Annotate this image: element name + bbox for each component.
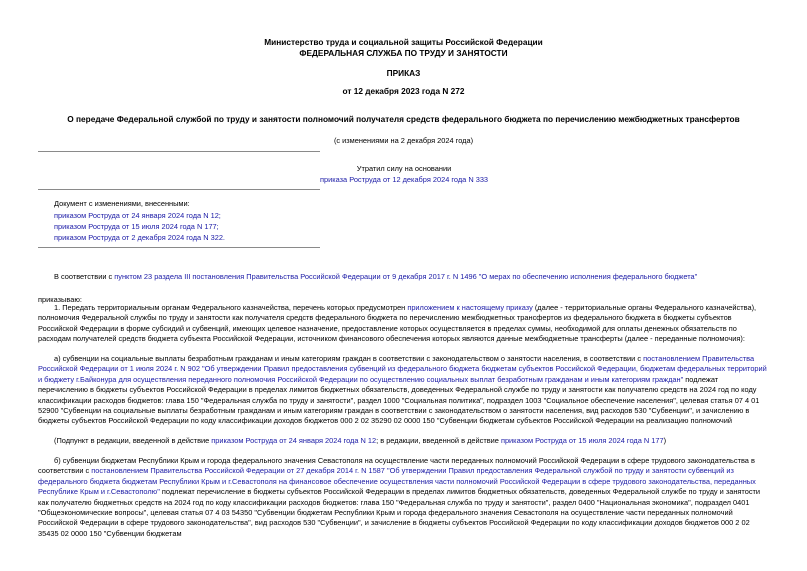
inline-text: бюджеты субъектов Российской Федерации по коду классификации доходов бюджетов 000 2 02 35290 02 0000 150 "Субвенции бюджетам субъектов Российской Федерации на реализацию полномочий [38, 416, 733, 426]
doc-date-number: от 12 декабря 2023 года N 272 [342, 86, 465, 96]
text-row [38, 396, 769, 406]
paragraph-1 [38, 303, 769, 345]
inline-text: как получателю бюджетных средств на 2024 год по коду классификации расходов бюджетов: глава 150 "Федеральная служба по труду и занятости", раздел 0400 "Национальная экономика", подраздел 0401 [38, 497, 750, 507]
inline-link[interactable]: постановлением Правительства [643, 354, 755, 363]
text-row [38, 466, 769, 476]
text-row [38, 508, 769, 518]
text-row [38, 416, 769, 426]
order-word: приказываю: [38, 295, 82, 304]
inline-text: 1. Передать территориальным органам Федерального казначейства, перечень которых предусмотрен [54, 303, 408, 312]
amendment-link[interactable]: приказом Роструда от 24 января 2024 года N 12; [54, 211, 221, 220]
inline-link[interactable]: приложением к настоящему приказу [407, 303, 533, 312]
paragraph-a-note [54, 436, 666, 446]
text-row [38, 313, 769, 323]
inline-link[interactable]: федерального бюджета бюджетам Республики Крым и г.Севастополя на финансовое обеспечение осуществления части полномочий Российской Федерации в сфере трудового законодательства, переданных [38, 476, 756, 486]
amendment-link[interactable]: приказом Роструда от 15 июля 2024 года N 177; [54, 222, 219, 231]
inline-text: перечислению в бюджеты субъектов Российской Федерации в пределах лимитов бюджетных обязательств, доведенных Федеральной службе по труду и занятости как получателю средств на 2024 год по коду [38, 385, 757, 395]
inline-text: Российской Федерации в сфере трудового законодательства", вид расходов 530 "Субвенции", и зачисление в бюджеты субъектов Российской Федерации по коду классификации доходов бюджетов 000 2 02 [38, 518, 750, 528]
preamble-pre: В соответствии с [54, 272, 115, 281]
separator-mid [38, 189, 320, 190]
text-row [38, 364, 769, 374]
inline-text: подлежат перечисление в бюджеты субъектов Российской Федерации в пределах лимитов бюджетных обязательств, доведенных Федеральной службе по труду и занятости [159, 487, 761, 497]
doc-title: О передаче Федеральной службой по труду и занятости полномочий получателя средств федерального бюджета по перечислению межбюджетных трансфертов [67, 114, 740, 124]
lost-force-link[interactable]: приказа Роструда от 12 декабря 2024 года N 333 [320, 175, 489, 184]
amendments-intro: Документ с изменениями, внесенными: [54, 199, 190, 208]
text-row [38, 456, 769, 466]
separator-top [38, 151, 320, 152]
inline-text: подлежат [683, 374, 719, 384]
note-link-2[interactable]: приказом Роструда от 15 июля 2024 года N 177 [500, 436, 664, 445]
inline-text: расходам получателей средств бюджета субъекта Российской Федерации, источником финансового обеспечения которых являются данные межбюджетные трансферты (далее - переданные полномочия): [38, 334, 745, 344]
inline-text: 35435 02 0000 150 "Субвенции бюджетам [38, 528, 182, 538]
preamble [54, 272, 697, 282]
inline-text: 52900 "Субвенции на социальные выплаты безработным гражданам и иным категориям граждан в соответствии с законодательством о занятости населения, вид расходов 530 "Субвенции", и зачислению в [38, 406, 750, 416]
doc-type: ПРИКАЗ [386, 68, 421, 78]
ministry-name: Министерство труда и социальной защиты Российской Федерации [264, 37, 543, 47]
note-pre: (Подпункт в редакции, введенной в действие [54, 436, 212, 445]
text-row [38, 385, 769, 395]
inline-text: Российской Федерации в форме субсидий и субвенций, имеющих целевое назначение, предоставление которых осуществляется в пределах суммы, необходимой для оплаты денежных обязательств по [38, 323, 737, 333]
text-row [38, 324, 769, 334]
inline-text: б) субвенции бюджетам Республики Крым и города федерального значения Севастополя на осуществление части переданных полномочий Российской Федерации в сфере трудового законодательства в [54, 456, 755, 465]
text-row [38, 487, 769, 497]
inline-text: (далее - территориальные органы Федерального казначейства), [532, 303, 757, 312]
inline-link[interactable]: и бюджету г.Байконура для осуществления переданного полномочия Российской Федерации по осуществлению социальных выплат безработным гражданам и иным категориям граждан" [38, 374, 684, 384]
inline-link[interactable]: Республике Крым и г.Севастополю" [38, 487, 160, 497]
lost-force-label: Утратил силу на основании [356, 164, 452, 173]
text-row [38, 498, 769, 508]
preamble-link[interactable]: пунктом 23 раздела III постановления Правительства Российской Федерации от 9 декабря 2017 г. N 1496 "О мерах по обеспечению исполнения федерального бюджета" [114, 272, 698, 281]
separator-bottom [38, 247, 320, 248]
inline-text: полномочия Федеральной службы по труду и занятости как получателя средств федерального бюджета по перечислению межбюджетных трансфертов из федерального бюджета в бюджеты субъектов [38, 313, 732, 323]
text-row [38, 477, 769, 487]
paragraph-a [38, 354, 769, 427]
text-row [38, 529, 769, 539]
inline-text: "Общеэкономические вопросы", целевая статья 07 4 03 54350 "Субвенции бюджетам Республики Крым и города федерального значения Севастополя на осуществление части переданных полномочий [38, 508, 733, 518]
note-mid: ; в редакции, введенной в действие [376, 436, 501, 445]
service-name: ФЕДЕРАЛЬНАЯ СЛУЖБА ПО ТРУДУ И ЗАНЯТОСТИ [299, 48, 508, 58]
inline-text: соответствии с [38, 466, 92, 476]
inline-link[interactable]: постановлением Правительства Российской Федерации от 27 декабря 2014 г. N 1587 "Об утверждении Правил предоставления Федеральной службой по труду и занятости субвенций из [91, 466, 734, 476]
note-link-1[interactable]: приказом Роструда от 24 января 2024 года N 12 [211, 436, 377, 445]
text-row [38, 354, 769, 364]
inline-text: классификации расходов бюджетов: глава 150 "Федеральная служба по труду и занятости", раздел 1000 "Социальная политика", подраздел 1003 "Социальное обеспечение населения", целевая статья 07 4 01 [38, 395, 760, 405]
text-row [38, 303, 769, 313]
text-row [38, 518, 769, 528]
amendment-link[interactable]: приказом Роструда от 2 декабря 2024 года N 322. [54, 233, 225, 242]
note-post: ) [663, 436, 667, 445]
inline-text: а) субвенции на социальные выплаты безработным гражданам и иным категориям граждан в соответствии с законодательством о занятости населения, в соответствии с [54, 354, 644, 363]
text-row [38, 406, 769, 416]
text-row [38, 334, 769, 344]
changes-note: (с изменениями на 2 декабря 2024 года) [333, 136, 474, 145]
text-row [38, 375, 769, 385]
paragraph-b [38, 456, 769, 539]
inline-link[interactable]: Российской Федерации от 1 июля 2024 г. N 902 "Об утверждении Правил предоставления субвенций из федерального бюджета бюджетам субъектов Российской Федерации, бюджетам федеральных территорий [38, 364, 767, 374]
